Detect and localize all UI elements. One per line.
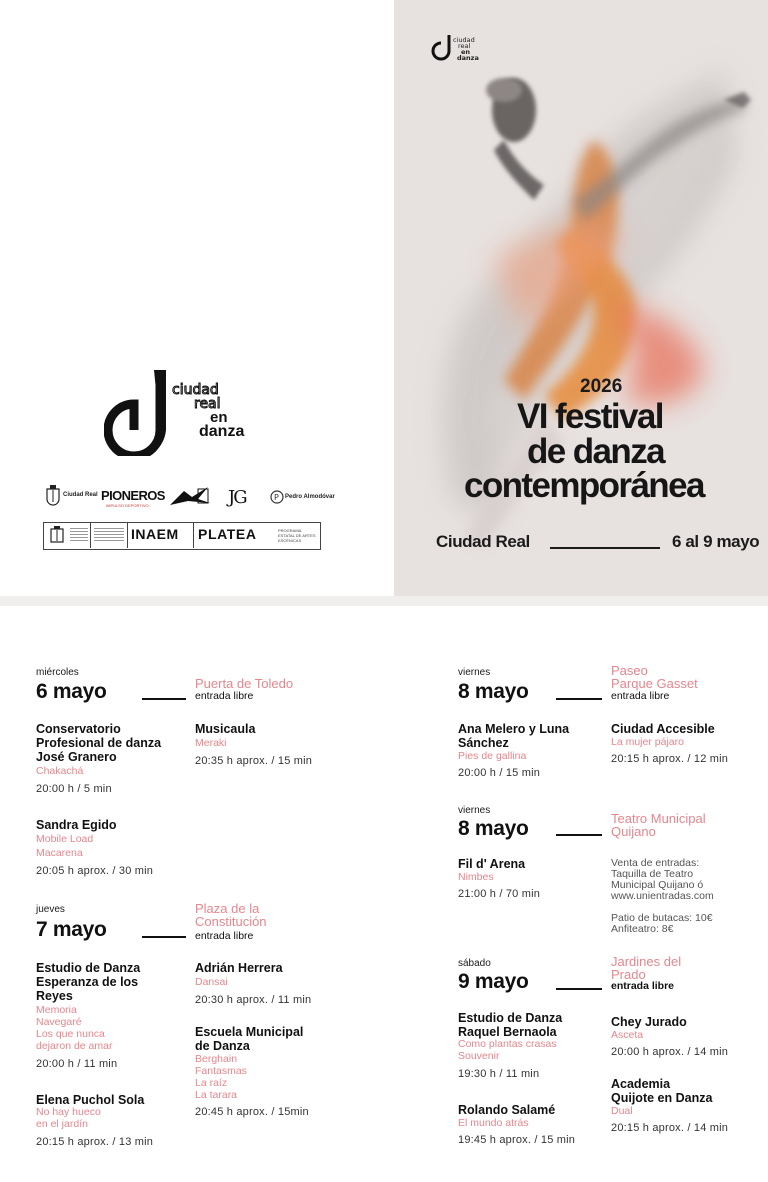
performer-name: Adrián Herrera <box>195 961 283 975</box>
piece-title: Nimbes <box>458 871 494 883</box>
small-logo-en: en <box>461 48 471 56</box>
day-label: miércoles <box>36 667 79 678</box>
sponsor-separator <box>90 522 91 548</box>
performer-name: Escuela Municipal de Danza <box>195 1025 304 1053</box>
performance-time: 20:00 h aprox. / 14 min <box>611 1046 729 1058</box>
sponsor-platea: PLATEA <box>198 526 257 542</box>
performance-time: 20:00 h / 11 min <box>36 1058 118 1070</box>
date-rule <box>142 936 186 938</box>
entry-info: entrada libre <box>195 930 254 942</box>
performance-time: 20:05 h aprox. / 30 min <box>36 865 154 877</box>
performer-name: Ciudad Accesible <box>611 722 715 736</box>
piece-title: Memoria Navegaré Los que nunca dejaron de amar <box>36 1004 113 1052</box>
pedro-almodovar-logo-icon <box>270 490 284 504</box>
performance-time: 20:45 h aprox. / 15min <box>195 1106 309 1118</box>
piece-title: No hay hueco en el jardín <box>36 1106 101 1130</box>
date-label: 9 mayo <box>458 970 529 993</box>
performance-time: 19:45 h aprox. / 15 min <box>458 1134 576 1146</box>
spain-government-crest-icon <box>48 526 66 544</box>
sponsor-pedro-almodovar: Pedro Almodóvar <box>285 494 335 500</box>
festival-dates: 6 al 9 mayo <box>672 532 760 551</box>
piece-title: Berghain Fantasmas La raíz La tarara <box>195 1053 247 1101</box>
venue-name: Paseo Parque Gasset <box>611 663 698 691</box>
small-logo-danza: danza <box>457 54 479 62</box>
date-rule <box>142 698 186 700</box>
section-divider <box>0 596 768 606</box>
performer-name: Estudio de Danza Esperanza de los Reyes <box>36 961 141 1003</box>
sponsor-separator <box>127 522 128 548</box>
entry-info: entrada libre <box>611 690 670 702</box>
date-label: 8 mayo <box>458 680 529 703</box>
festival-title-line-2: de danza <box>527 432 664 471</box>
sponsor-pioneros-subtitle: IMPULSO DEPORTIVO <box>106 503 149 508</box>
venue-name: Jardines del Prado <box>611 954 682 982</box>
sponsor-separator <box>193 522 194 548</box>
date-rule <box>556 988 602 990</box>
performer-name: Ana Melero y Luna Sánchez <box>458 722 570 750</box>
date-label: 7 mayo <box>36 918 107 941</box>
piece-title: Dual <box>611 1105 633 1117</box>
performer-name: Fil d' Arena <box>458 857 526 871</box>
sponsor-platea-subtitle: PROGRAMA ESTATAL DE ARTES ESCÉNICAS <box>278 528 316 543</box>
date-label: 8 mayo <box>458 817 529 840</box>
ministry-text-lines <box>70 528 88 542</box>
cover-front-panel <box>394 0 768 596</box>
sponsor-inaem: INAEM <box>131 526 179 542</box>
performance-time: 20:15 h aprox. / 12 min <box>611 753 729 765</box>
sponsor-jg: JG <box>228 487 246 508</box>
teatro-dancer-logo-icon <box>168 485 212 509</box>
svg-text:P: P <box>274 493 279 502</box>
sponsor-pioneros: PIONEROS <box>101 488 165 503</box>
small-logo-real: real <box>458 42 471 50</box>
performer-name: Chey Jurado <box>611 1015 687 1029</box>
performer-name: Rolando Salamé <box>458 1103 556 1117</box>
day-label: viernes <box>458 805 491 816</box>
day-label: viernes <box>458 667 491 678</box>
cover-back-panel <box>0 0 394 596</box>
performance-time: 20:00 h / 15 min <box>458 767 541 779</box>
performance-time: 20:15 h aprox. / 13 min <box>36 1136 154 1148</box>
day-label: sábado <box>458 958 491 969</box>
ministry-culture-text-lines <box>94 528 124 542</box>
performance-time: 20:00 h / 5 min <box>36 783 112 795</box>
date-rule <box>556 698 602 700</box>
performer-name: Estudio de Danza Raquel Bernaola <box>458 1011 563 1039</box>
performance-time: 20:15 h aprox. / 14 min <box>611 1122 729 1134</box>
cover-divider-line <box>550 547 660 549</box>
sponsor-ciudad-real: Ciudad Real <box>63 492 98 498</box>
festival-city: Ciudad Real <box>436 532 530 551</box>
piece-title: Chakachá <box>36 765 84 777</box>
festival-title-line-3: contemporánea <box>464 466 704 505</box>
venue-name: Plaza de la Constitución <box>195 901 267 929</box>
logo-text-danza: danza <box>199 423 245 440</box>
logo-text-en: en <box>210 409 228 426</box>
festival-title-line-1: VI festival <box>517 397 663 436</box>
piece-title: Pies de gallina <box>458 750 527 762</box>
performer-name: Musicaula <box>195 722 256 736</box>
small-festival-logo-icon <box>431 33 455 61</box>
performance-time: 20:30 h aprox. / 11 min <box>195 994 312 1006</box>
ticket-prices: Patio de butacas: 10€ Anfiteatro: 8€ <box>611 912 713 935</box>
day-label: jueves <box>36 904 65 915</box>
dancer-illustration <box>394 0 768 596</box>
date-label: 6 mayo <box>36 680 107 703</box>
performance-time: 20:35 h aprox. / 15 min <box>195 755 313 767</box>
piece-title: Dansai <box>195 976 228 988</box>
logo-text-ciudad: ciudad <box>172 382 219 398</box>
festival-year: 2026 <box>580 376 623 397</box>
piece-title: Como plantas crasas Souvenir <box>458 1038 557 1062</box>
logo-text-real: real <box>194 396 221 412</box>
venue-name: Teatro Municipal Quijano <box>611 811 706 839</box>
performer-name: Sandra Egido <box>36 818 117 832</box>
piece-title: Meraki <box>195 737 227 749</box>
piece-title: La mujer pájaro <box>611 736 684 748</box>
performer-name: Conservatorio Profesional de danza José Granero <box>36 722 162 764</box>
piece-title: El mundo atrás <box>458 1117 529 1129</box>
small-logo-ciudad: ciudad <box>453 36 475 44</box>
piece-title: Asceta <box>611 1029 644 1041</box>
piece-title: Mobile Load Macarena <box>36 833 94 859</box>
ticket-info: Venta de entradas: Taquilla de Teatro Municipal Quijano ó www.unientradas.com <box>611 857 714 902</box>
venue-name: Puerta de Toledo <box>195 676 294 691</box>
performance-time: 21:00 h / 70 min <box>458 888 541 900</box>
ciudad-real-crest-icon <box>46 485 60 507</box>
performer-name: Academia Quijote en Danza <box>611 1077 713 1105</box>
entry-info: entrada libre <box>195 690 254 702</box>
date-rule <box>556 834 602 836</box>
entry-info: entrada libre <box>611 980 675 992</box>
performer-name: Elena Puchol Sola <box>36 1093 145 1107</box>
ciudad-real-en-danza-logo-mark <box>104 370 174 456</box>
performance-time: 19:30 h / 11 min <box>458 1068 540 1080</box>
